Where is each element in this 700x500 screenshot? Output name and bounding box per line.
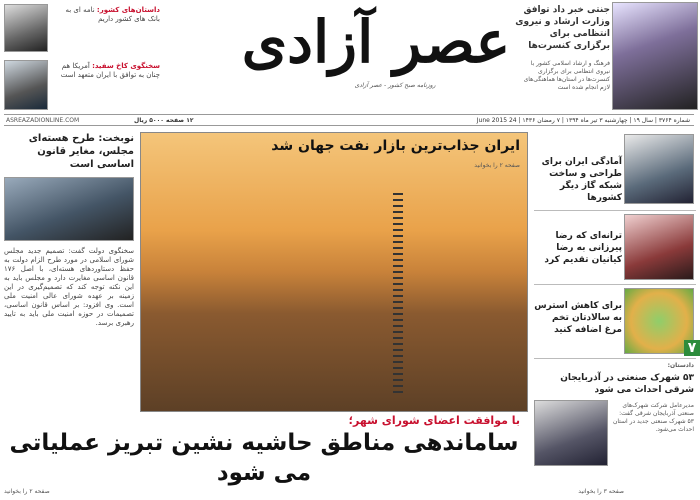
masthead-subtitle: روزنامه صبح کشور - عصر آزادی: [354, 82, 436, 89]
top-left-item2-title: سخنگوی کاخ سفید:: [92, 62, 160, 70]
issue-price: ۱۲ صفحه ۵۰۰۰ ریال: [134, 117, 194, 124]
top-right-photo: [612, 2, 698, 110]
news-photo-1: [4, 4, 48, 52]
right-column: [534, 130, 696, 460]
left-column: [4, 130, 134, 460]
masthead-title: عصر آزادی: [241, 8, 511, 76]
news-photo-2: [4, 60, 48, 110]
website: ASREAZADIONLINE.COM: [6, 117, 80, 124]
footer-right: صفحه ۳ را بخوانید: [578, 488, 624, 495]
lead-photo: [140, 132, 528, 412]
right-item-4-headline: ۵۳ شهرک صنعتی در آذربایجان شرقی احداث می شود: [560, 373, 694, 395]
oil-rig-icon: [393, 193, 403, 393]
right-photo-2: [624, 214, 694, 280]
bottom-headline: ساماندهی مناطق حاشیه نشین تبریز عملیاتی می شود: [9, 430, 519, 486]
left-body: سخنگوی دولت گفت: تصمیم جدید مجلس شورای اسلامی در مورد طرح الزام دولت به حفظ دستاوردهای هسته‌ای، با اصل ۱۷۶ قانون اساسی مغایرت دارد و مجلس باید به این نکته توجه کند که تصمیم‌گیری در این زمینه بر عهده شورای عالی امنیت ملی است. وی افزود: بر اساس قانون اساسی، تصمیمات در حوزه امنیت ملی باید به تایید رهبری برسد.: [4, 247, 134, 327]
lead-caption: صفحه ۲ را بخوانید: [474, 162, 520, 169]
right-item-3-badge: ۷: [684, 340, 700, 356]
issue-line: شماره ۳۷۶۴ | سال ۱۹ | چهارشنبه ۳ تیر ماه ۱۳۹۴ | ۷ رمضان ۱۴۳۶ | 24 June 2015: [476, 117, 690, 124]
footer-left: صفحه ۲ را بخوانید: [4, 488, 50, 495]
right-item-4-body: مدیرعامل شرکت شهرک‌های صنعتی آذربایجان شرقی گفت: ۵۳ شهرک صنعتی جدید در استان احداث می‌شود.: [612, 402, 694, 433]
top-right-headline: جنتی خبر داد توافق وزارت ارشاد و نیروی انتظامی برای برگزاری کنسرت‌ها: [515, 5, 610, 51]
bottom-kicker: با موافقت اعضای شورای شهر؛: [348, 414, 520, 427]
top-center-right-text: فرهنگ و ارشاد اسلامی کشور با نیروی انتظامی برای برگزاری کنسرت‌ها در استان‌ها هماهنگی‌های لازم انجام شده است: [523, 60, 610, 91]
left-headline: نوبخت: طرح هسته‌ای مجلس، مغایر قانون اساسی است: [28, 133, 134, 170]
left-photo: [4, 177, 134, 241]
top-left-item1-text: نامه ای به بانک های کشور داریم: [65, 6, 160, 23]
issue-bar: [4, 114, 694, 126]
lead-headline: ایران جذاب‌ترین بازار نفت جهان شد: [271, 138, 520, 154]
right-item-4-label: دادستان:: [667, 362, 694, 369]
top-left-item2-text: آمریکا هم چنان به توافق با ایران متعهد است: [60, 62, 160, 79]
right-photo-1: [624, 134, 694, 204]
right-item-1: آمادگی ایران برای طراحی و ساخت شبکه گاز دیگر کشورها: [541, 157, 622, 203]
top-left-item1-title: داستان‌های کشور:: [96, 6, 160, 14]
right-item-2: ترانه‌ای که رضا پیرزانی به رضا کیانیان تقدیم کرد: [544, 231, 622, 265]
right-item-3: برای کاهش استرس به سالادتان تخم مرغ اضافه کنید: [534, 301, 622, 335]
top-left-column: [4, 4, 160, 114]
right-photo-4: [534, 400, 608, 466]
